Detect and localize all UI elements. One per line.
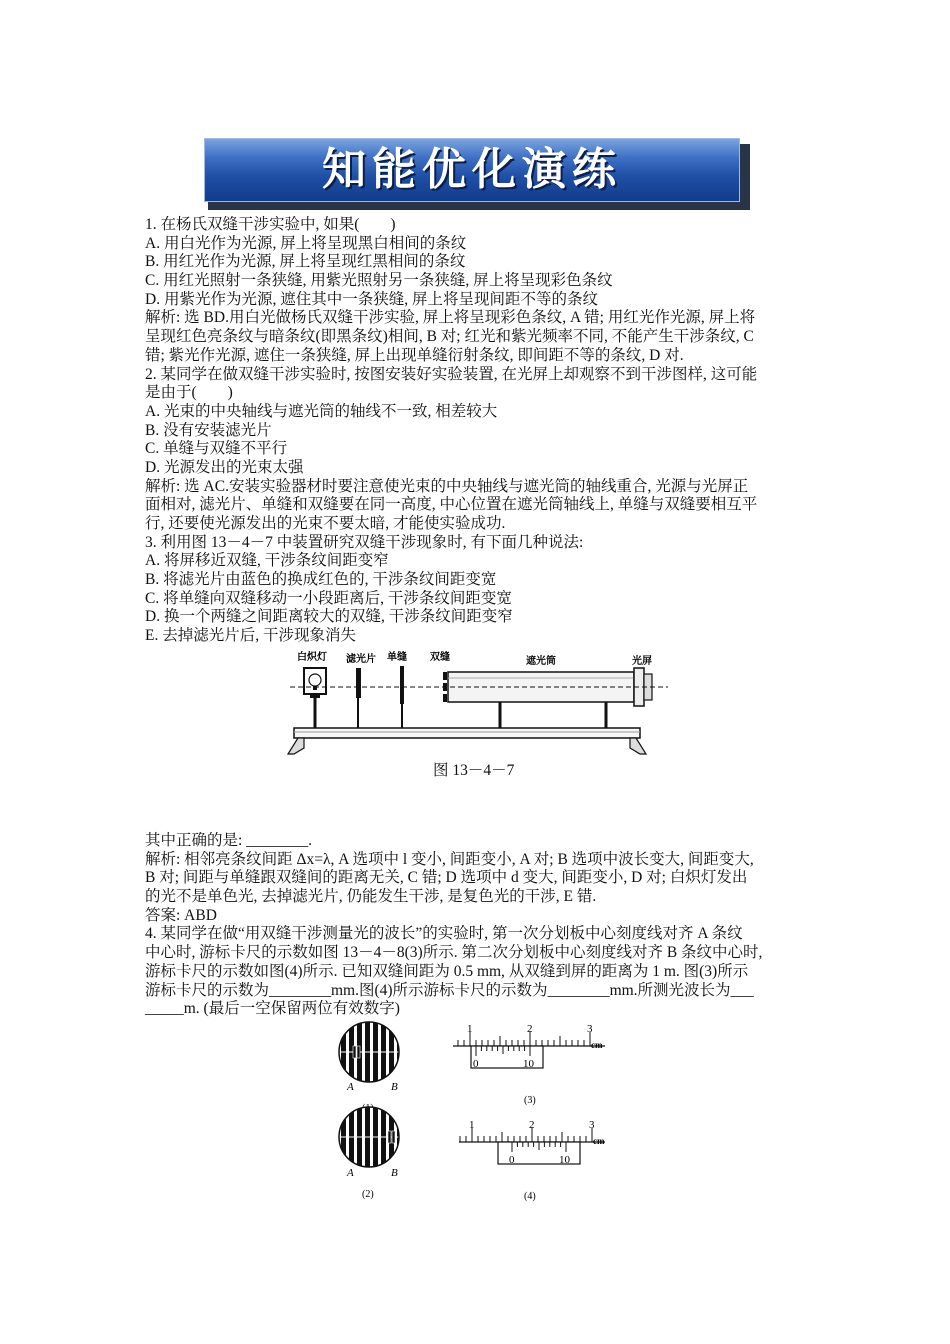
title-banner <box>204 138 746 210</box>
double-slit-apparatus-figure <box>280 650 670 760</box>
main-scale-2: 2 <box>529 1119 535 1131</box>
text-line: 4. 某同学在做“用双缝干涉测量光的波长”的实验时, 第一次分划板中心刻度线对齐 A 条纹 <box>145 925 743 943</box>
text-line: 游标卡尺的示数为________mm.图(4)所示游标卡尺的示数为________mm.所测光波长为___ <box>145 981 754 999</box>
text-line: C. 将单缝向双缝移动一小段距离后, 干涉条纹间距变宽 <box>145 589 512 607</box>
single-slit-element <box>400 666 404 728</box>
text-line: B 对; 间距与单缝跟双缝间的距离无关, C 错; D 选项中 d 变大, 间距变小, D 对; 白炽灯发出 <box>145 869 748 887</box>
text-line: 3. 利用图 13－4－7 中装置研究双缝干涉现象时, 有下面几种说法: <box>145 533 584 551</box>
main-scale-1: 1 <box>467 1023 473 1035</box>
fringe-label-a: A <box>347 1167 354 1179</box>
fringe-label-b: B <box>391 1081 398 1093</box>
text-line: 答案: ABD <box>145 906 217 924</box>
unit-label: cm <box>593 1136 605 1146</box>
text-line: 的光不是单色光, 去掉滤光片, 仍能发生干涉, 是复色光的干涉, E 错. <box>145 888 597 906</box>
text-line: 中心时, 游标卡尺的示数如图 13－4－8(3)所示. 第二次分划板中心刻度线对齐 B 条纹中心时, <box>145 944 763 962</box>
vernier-0: 0 <box>473 1058 479 1070</box>
vernier-10: 10 <box>523 1058 534 1070</box>
text-line: B. 将滤光片由蓝色的换成红色的, 干涉条纹间距变宽 <box>145 571 497 589</box>
text-line: C. 用红光照射一条狭缝, 用紫光照射另一条狭缝, 屏上将呈现彩色条纹 <box>145 272 613 290</box>
caption-2: (2) <box>362 1189 374 1200</box>
text-line: 行, 还要使光源发出的光束不要太暗, 才能使实验成功. <box>145 515 506 532</box>
text-line: B. 没有安装滤光片 <box>145 421 272 439</box>
text-line: E. 去掉滤光片后, 干涉现象消失 <box>145 627 356 645</box>
text-line: A. 用白光作为光源, 屏上将呈现黑白相间的条纹 <box>145 234 467 252</box>
questions-block-1 <box>145 216 810 646</box>
filter-element <box>356 668 361 728</box>
text-line: 游标卡尺的示数如图(4)所示. 已知双缝间距为 0.5 mm, 从双缝到屏的距离为 1 m. 图(3)所示 <box>145 962 749 980</box>
label-double-slit: 双缝 <box>430 652 450 663</box>
label-lamp: 白炽灯 <box>297 652 327 663</box>
main-scale-3: 3 <box>589 1119 595 1131</box>
label-screen: 光屏 <box>632 656 652 667</box>
text-line: 解析: 选 AC.安装实验器材时要注意使光束的中央轴线与遮光筒的轴线重合, 光源与光屏正 <box>145 477 749 495</box>
main-scale-3: 3 <box>587 1023 593 1035</box>
caption-3: (3) <box>524 1095 536 1106</box>
measurement-figure <box>335 1020 625 1210</box>
label-tube: 遮光筒 <box>526 656 556 667</box>
text-line: C. 单缝与双缝不平行 <box>145 440 288 458</box>
text-line: D. 光源发出的光束太强 <box>145 458 304 476</box>
text-line: 2. 某同学在做双缝干涉实验时, 按图安装好实验装置, 在光屏上却观察不到干涉图样, 这可能 <box>145 365 758 383</box>
vernier-10: 10 <box>559 1154 570 1166</box>
fringe-label-b: B <box>391 1167 398 1179</box>
text-line: _____m. (最后一空保留两位有效数字) <box>145 1000 400 1018</box>
unit-label: cm <box>591 1040 603 1050</box>
text-line: A. 光束的中央轴线与遮光筒的轴线不一致, 相差较大 <box>145 402 498 420</box>
text-line: 其中正确的是: ________. <box>145 832 313 849</box>
text-line: A. 将屏移近双缝, 干涉条纹间距变窄 <box>145 552 389 570</box>
text-line: D. 用紫光作为光源, 遮住其中一条狭缝, 屏上将呈现间距不等的条纹 <box>145 290 598 308</box>
questions-block-2 <box>145 832 810 1019</box>
caption-4: (4) <box>524 1191 536 1202</box>
main-scale-1: 1 <box>469 1119 475 1131</box>
fringe-view-2 <box>335 1105 405 1200</box>
lamp-icon <box>304 668 326 728</box>
fringe-label-a: A <box>347 1081 354 1093</box>
label-filter: 滤光片 <box>346 654 376 665</box>
vernier-caliper-4 <box>459 1119 605 1202</box>
vernier-caliper-3 <box>453 1023 605 1106</box>
text-line: 是由于( ) <box>145 384 233 402</box>
text-line: 面相对, 滤光片、单缝和双缝要在同一高度, 中心位置在遮光筒轴线上, 单缝与双缝要相互平 <box>145 496 758 514</box>
text-line: 解析: 相邻亮条纹间距 Δx=λ, A 选项中 l 变小, 间距变小, A 对; B 选项中波长变大, 间距变大, <box>145 850 754 868</box>
text-line: 解析: 选 BD.用白光做杨氏双缝干涉实验, 屏上将呈现彩色条纹, A 错; 用红光作光源, 屏上将 <box>145 309 756 327</box>
text-line: 呈现红色亮条纹与暗条纹(即黑条纹)相间, B 对; 红光和紫光频率不同, 不能产生干涉条纹, C <box>145 328 754 346</box>
vernier-0: 0 <box>509 1154 515 1166</box>
fringe-view-1 <box>335 1020 405 1114</box>
figure-caption: 图 13－4－7 <box>433 762 515 779</box>
optical-rail <box>288 728 646 754</box>
text-line: 1. 在杨氏双缝干涉实验中, 如果( ) <box>145 216 396 233</box>
text-line: 错; 紫光作光源, 遮住一条狭缝, 屏上出现单缝衍射条纹, 即间距不等的条纹, D 对. <box>145 346 684 364</box>
main-scale-2: 2 <box>527 1023 533 1035</box>
text-line: B. 用红光作为光源, 屏上将呈现红黑相间的条纹 <box>145 253 466 271</box>
banner-title: 知能优化演练 <box>322 144 622 195</box>
text-line: D. 换一个两缝之间距离较大的双缝, 干涉条纹间距变窄 <box>145 608 513 626</box>
light-tube <box>448 668 652 728</box>
label-single-slit: 单缝 <box>387 652 407 663</box>
